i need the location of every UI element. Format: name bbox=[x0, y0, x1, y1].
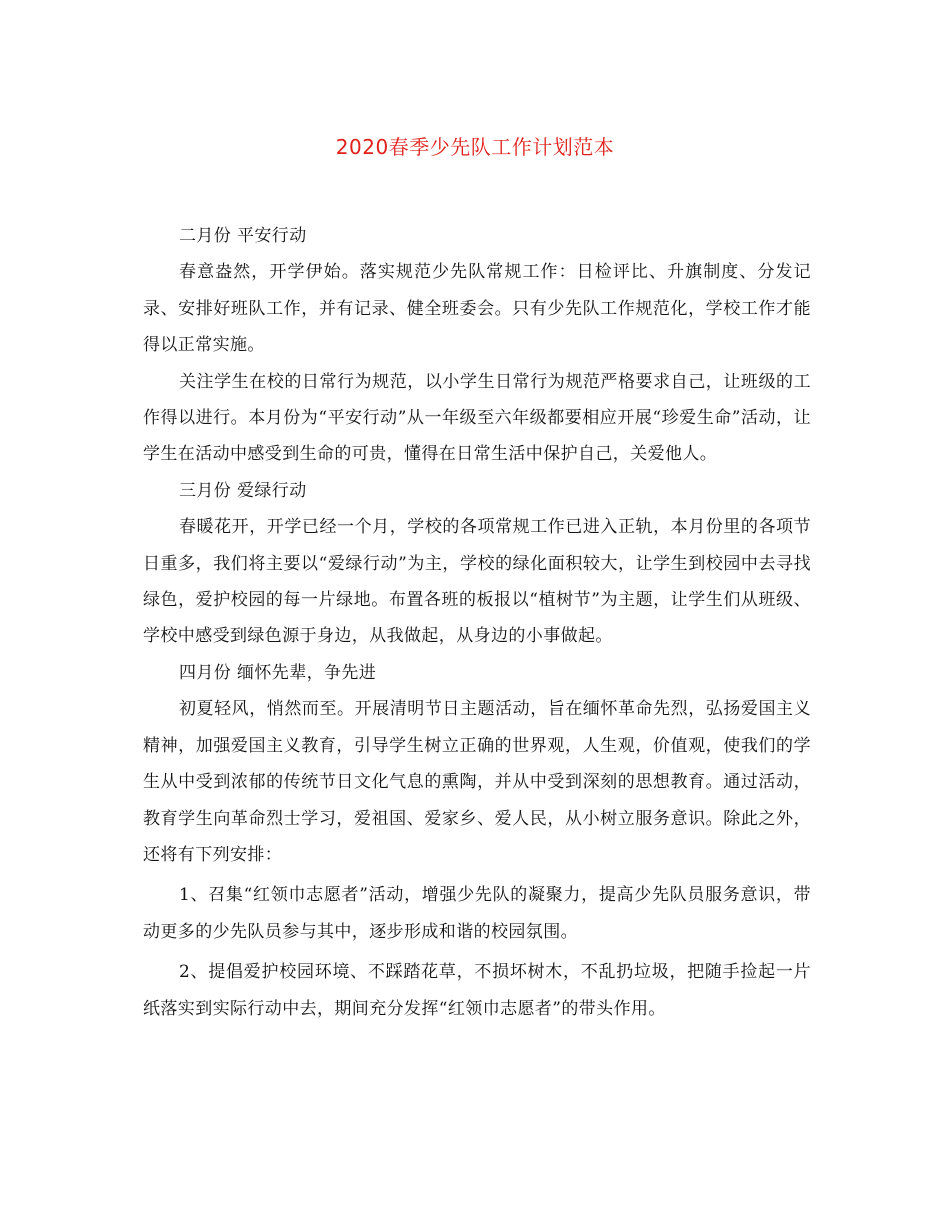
section-heading-march: 三月份 爱绿行动 bbox=[179, 480, 307, 501]
paragraph: 关注学生在校的日常行为规范，以小学生日常行为规范严格要求自己，让班级的工作得以进行。本月份为“平安行动”从一年级至六年级都要相应开展“珍爱生命”活动，让学生在活动中感受到生命的可贵，懂得在日常生活中保护自己，关爱他人。 bbox=[143, 371, 811, 465]
paragraph: 春暖花开，开学已经一个月，学校的各项常规工作已进入正轨，本月份里的各项节日重多，我们将主要以“爱绿行动”为主，学校的绿化面积较大，让学生到校园中去寻找绿色，爱护校园的每一片绿地。布置各班的板报以“植树节”为主题，让学生们从班级、学校中感受到绿色源于身边，从我做起，从身边的小事做起。 bbox=[143, 517, 811, 647]
document-body bbox=[143, 218, 811, 1027]
section-heading-april: 四月份 缅怀先辈，争先进 bbox=[179, 662, 377, 683]
paragraph: 初夏轻风，悄然而至。开展清明节日主题活动，旨在缅怀革命先烈，弘扬爱国主义精神，加强爱国主义教育，引导学生树立正确的世界观，人生观，价值观，使我们的学生从中受到浓郁的传统节日文化气息的熏陶，并从中受到深刻的思想教育。通过活动，教育学生向革命烈士学习，爱祖国、爱家乡、爱人民，从小树立服务意识。除此之外，还将有下列安排： bbox=[143, 699, 811, 865]
document-title: 2020春季少先队工作计划范本 bbox=[335, 135, 615, 159]
paragraph: 春意盎然，开学伊始。落实规范少先队常规工作：日检评比、升旗制度、分发记录、安排好班队工作，并有记录、健全班委会。只有少先队工作规范化，学校工作才能得以正常实施。 bbox=[143, 262, 811, 356]
section-heading-february: 二月份 平安行动 bbox=[179, 226, 307, 246]
list-item: 1、召集“红领巾志愿者”活动，增强少先队的凝聚力，提高少先队员服务意识，带动更多的少先队员参与其中，逐步形成和谐的校园氛围。 bbox=[143, 885, 811, 942]
list-item: 2、提倡爱护校园环境、不踩踏花草，不损坏树木，不乱扔垃圾，把随手捡起一片纸落实到实际行动中去，期间充分发挥“红领巾志愿者”的带头作用。 bbox=[143, 962, 811, 1019]
